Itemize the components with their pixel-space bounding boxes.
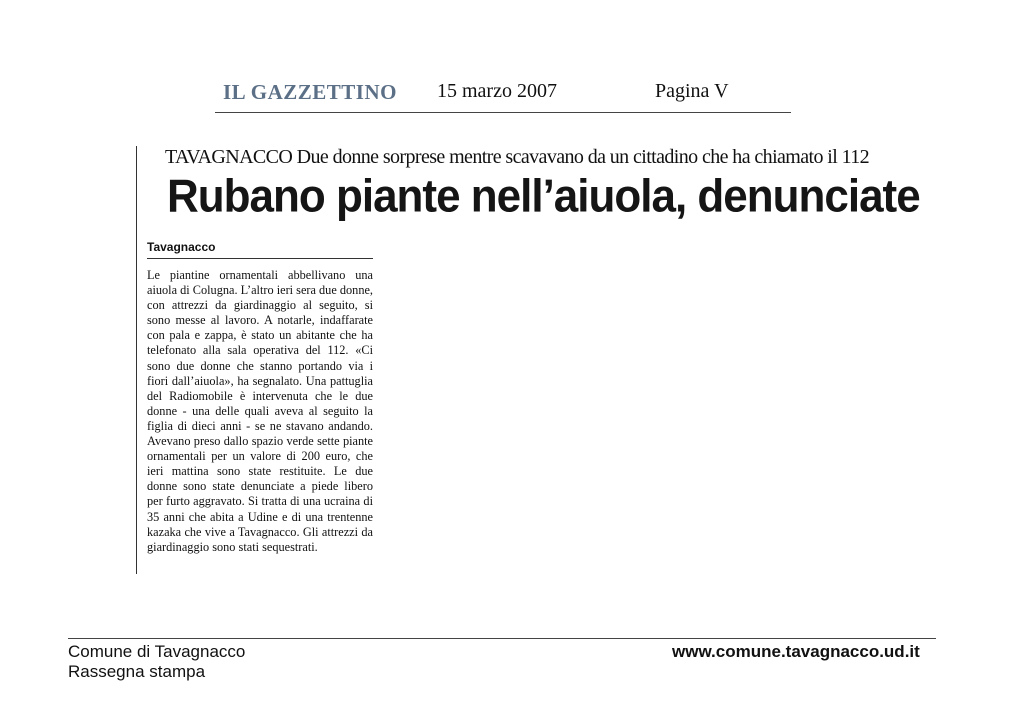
article-kicker: TAVAGNACCO Due donne sorprese mentre scavavano da un cittadino che ha chiamato il 112 bbox=[165, 146, 870, 168]
article-clipping bbox=[136, 146, 920, 574]
newspaper-logo: IL GAZZETTINO bbox=[223, 80, 397, 104]
footer-website: www.comune.tavagnacco.ud.it bbox=[672, 642, 920, 661]
article-body: Le piantine ornamentali abbellivano una aiuola di Colugna. L’altro ieri sera due donne, con attrezzi da giardinaggio al seguito, si sono messe al lavoro. A notarle, indaffarate con pala e zappa, è stato un abitante che ha telefonato alla sala operativa del 112. «Ci sono due donne che stanno portando via i fiori dall’aiuola», ha segnalato. Una pattuglia del Radiomobile è intervenuta che le due donne - una delle quali aveva al seguito la figlia di dieci anni - se ne stavano andando. Avevano preso dallo spazio verde sette piante ornamentali per un valore di 200 euro, che ieri mattina sono state restituite. Le due donne sono state denunciate a piede libero per furto aggravato. Si tratta di una ucraina di 35 anni che abita a Udine e di una trentenne kazaka che vive a Tavagnacco. Gli attrezzi da giardinaggio sono stati sequestrati. bbox=[147, 268, 373, 554]
publication-date: 15 marzo 2007 bbox=[437, 80, 557, 102]
masthead bbox=[215, 78, 791, 113]
footer-section: Rassegna stampa bbox=[68, 662, 206, 681]
footer-organization: Comune di Tavagnacco bbox=[68, 642, 246, 661]
footer-left bbox=[68, 642, 245, 682]
page-number: Pagina V bbox=[655, 80, 729, 102]
article-byline: Tavagnacco bbox=[147, 240, 373, 259]
footer-divider bbox=[68, 638, 936, 639]
article-headline: Rubano piante nell’aiuola, denunciate bbox=[167, 170, 920, 223]
